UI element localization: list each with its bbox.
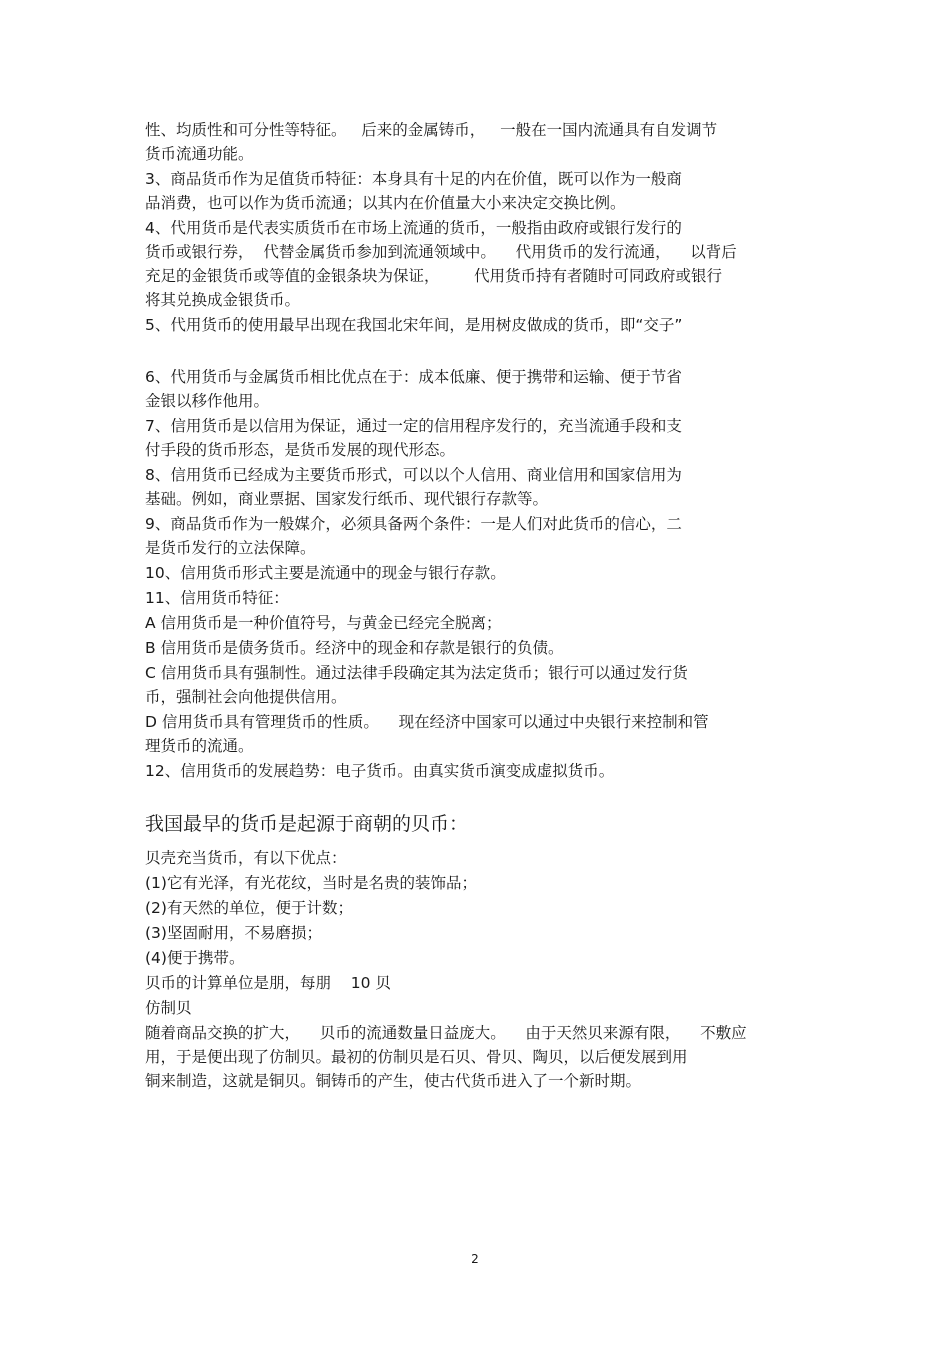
paragraph: [145, 414, 815, 462]
text-line: 8、信用货币已经成为主要货币形式，可以以个人信用、商业信用和国家信用为: [145, 466, 682, 484]
text-line: 7、信用货币是以信用为保证，通过一定的信用程序发行的，充当流通手段和支: [145, 417, 682, 435]
text-line: 6、代用货币与金属货币相比优点在于：成本低廉、便于携带和运输、便于节省: [145, 368, 682, 386]
text-line: C 信用货币具有强制性。通过法律手段确定其为法定货币；银行可以通过发行货: [145, 664, 688, 682]
text-line: D 信用货币具有管理货币的性质。 现在经济中国家可以通过中央银行来控制和管: [145, 713, 709, 731]
paragraph: [145, 463, 815, 511]
text-line: 理货币的流通。: [145, 737, 254, 755]
page-content: [145, 118, 815, 1093]
paragraph: [145, 1021, 815, 1093]
text-line: 货币流通功能。: [145, 145, 254, 163]
text-line: (4)便于携带。: [145, 949, 245, 967]
text-line: (1)它有光泽，有光花纹，当时是名贵的装饰品；: [145, 874, 477, 892]
text-line: 贝币的计算单位是朋，每朋 10 贝: [145, 974, 391, 992]
text-line: B 信用货币是债务货币。经济中的现金和存款是银行的负债。: [145, 639, 564, 657]
paragraph: [145, 216, 815, 312]
paragraph: [145, 167, 815, 215]
text-line: 5、代用货币的使用最早出现在我国北宋年间，是用树皮做成的货币，即“交子”: [145, 316, 683, 334]
paragraph: [145, 636, 815, 660]
text-line: 9、商品货币作为一般媒介，必须具备两个条件：一是人们对此货币的信心，二: [145, 515, 682, 533]
paragraph: [145, 661, 815, 709]
paragraph: [145, 921, 815, 945]
text-line: 贝壳充当货币，有以下优点：: [145, 849, 347, 867]
paragraph: [145, 118, 815, 166]
paragraph: [145, 611, 815, 635]
paragraph: [145, 710, 815, 758]
text-line: 3、商品货币作为足值货币特征：本身具有十足的内在价值，既可以作为一般商: [145, 170, 682, 188]
text-line: 品消费，也可以作为货币流通；以其内在价值量大小来决定交换比例。: [145, 194, 626, 212]
text-line: 性、均质性和可分性等特征。 后来的金属铸币， 一般在一国内流通具有自发调节: [145, 121, 718, 139]
text-line: 仿制贝: [145, 999, 192, 1017]
paragraph: [145, 896, 815, 920]
text-line: 12、信用货币的发展趋势：电子货币。由真实货币演变成虚拟货币。: [145, 762, 615, 780]
text-line: 付手段的货币形态，是货币发展的现代形态。: [145, 441, 456, 459]
text-line: 随着商品交换的扩大， 贝币的流通数量日益庞大。 由于天然贝来源有限， 不敷应: [145, 1024, 747, 1042]
text-line: 币，强制社会向他提供信用。: [145, 688, 347, 706]
text-line: 将其兑换成金银货币。: [145, 291, 301, 309]
paragraph: [145, 759, 815, 783]
section-heading: 我国最早的货币是起源于商朝的贝币：: [145, 813, 469, 835]
text-line: 10、信用货币形式主要是流通中的现金与银行存款。: [145, 564, 506, 582]
text-line: 用，于是便出现了仿制贝。最初的仿制贝是石贝、骨贝、陶贝，以后便发展到用: [145, 1048, 688, 1066]
text-block-top: [145, 118, 815, 337]
paragraph: [145, 561, 815, 585]
text-line: (3)坚固耐用，不易磨损；: [145, 924, 322, 942]
text-block-middle: [145, 365, 815, 783]
text-line: 11、信用货币特征：: [145, 589, 289, 607]
text-line: A 信用货币是一种价值符号，与黄金已经完全脱离；: [145, 614, 502, 632]
paragraph: [145, 871, 815, 895]
text-block-bottom: [145, 846, 815, 1093]
paragraph: [145, 512, 815, 560]
text-line: 货币或银行券， 代替金属货币参加到流通领域中。 代用货币的发行流通， 以背后: [145, 243, 737, 261]
text-line: 4、代用货币是代表实质货币在市场上流通的货币，一般指由政府或银行发行的: [145, 219, 682, 237]
text-line: 基础。例如，商业票据、国家发行纸币、现代银行存款等。: [145, 490, 549, 508]
paragraph: [145, 971, 815, 995]
paragraph: [145, 313, 815, 337]
paragraph: [145, 586, 815, 610]
paragraph: [145, 946, 815, 970]
text-line: 是货币发行的立法保障。: [145, 539, 316, 557]
paragraph: [145, 996, 815, 1020]
text-line: 金银以移作他用。: [145, 392, 270, 410]
paragraph: [145, 846, 815, 870]
page-number: 2: [471, 1252, 479, 1266]
text-line: (2)有天然的单位，便于计数；: [145, 899, 353, 917]
text-line: 铜来制造，这就是铜贝。铜铸币的产生，使古代货币进入了一个新时期。: [145, 1072, 642, 1090]
paragraph: [145, 365, 815, 413]
text-line: 充足的金银货币或等值的金银条块为保证， 代用货币持有者随时可同政府或银行: [145, 267, 722, 285]
